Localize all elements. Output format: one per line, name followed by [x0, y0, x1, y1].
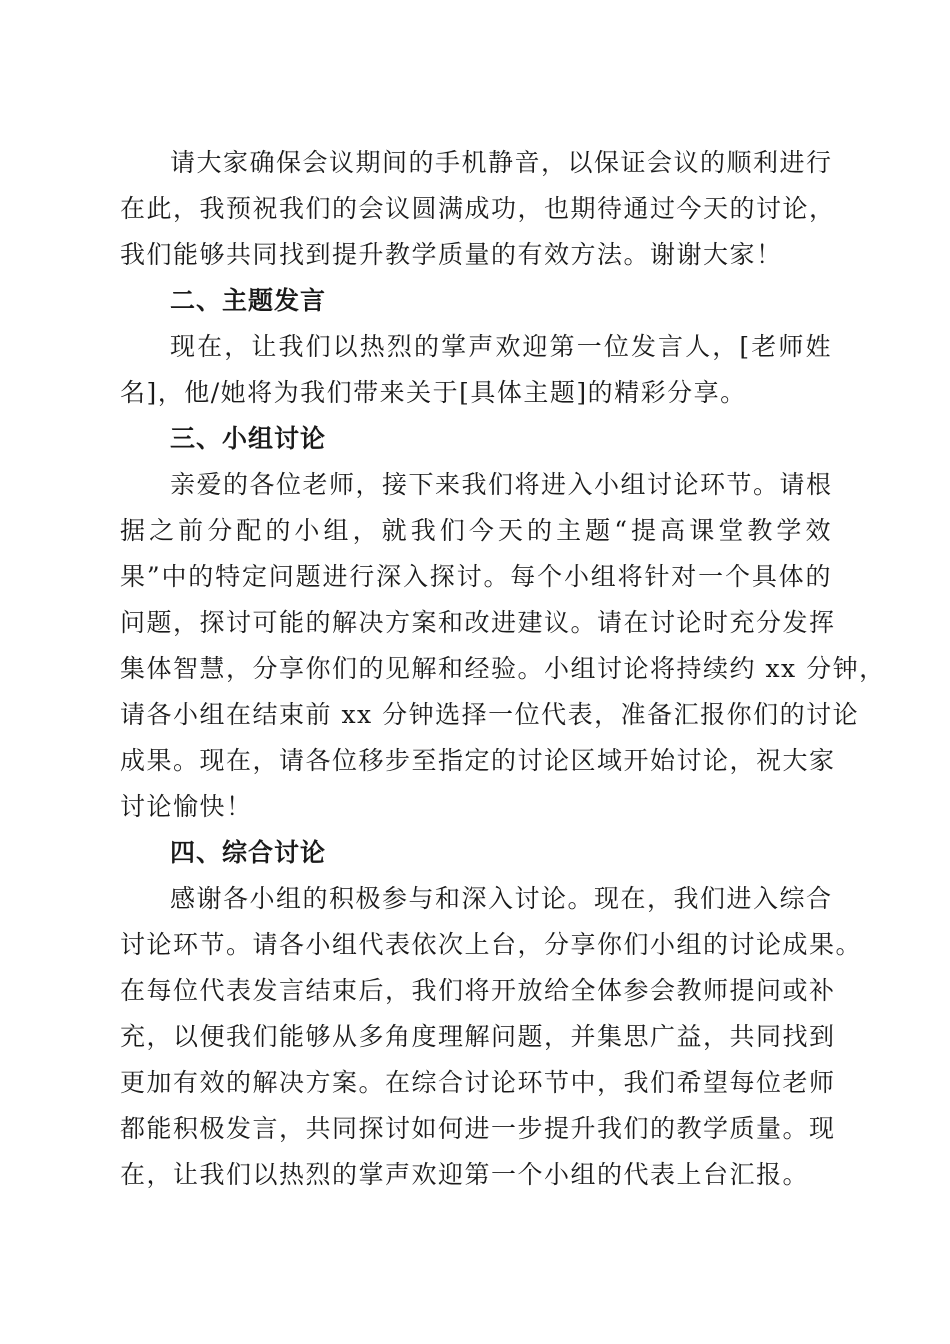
paragraph-line: 在，让我们以热烈的掌声欢迎第一个小组的代表上台汇报。 — [120, 1160, 810, 1189]
section-heading: 二、主题发言 — [170, 286, 327, 315]
paragraph-line: 请各小组在结束前 xx 分钟选择一位代表，准备汇报你们的讨论 — [120, 700, 860, 729]
paragraph-line: 在此，我预祝我们的会议圆满成功，也期待通过今天的讨论， — [120, 194, 836, 223]
paragraph-line: 集体智慧，分享你们的见解和经验。小组讨论将持续约 xx 分钟， — [120, 654, 886, 683]
paragraph-line: 感谢各小组的积极参与和深入讨论。现在，我们进入综合 — [170, 884, 833, 913]
paragraph-line: 问题，探讨可能的解决方案和改进建议。请在讨论时充分发挥 — [120, 608, 836, 637]
paragraph-line: 在每位代表发言结束后，我们将开放给全体参会教师提问或补 — [120, 976, 836, 1005]
paragraph-line: 都能积极发言，共同探讨如何进一步提升我们的教学质量。现 — [120, 1114, 836, 1143]
paragraph-line: 名]，他/她将为我们带来关于[具体主题]的精彩分享。 — [120, 378, 747, 407]
paragraph-line: 更加有效的解决方案。在综合讨论环节中，我们希望每位老师 — [120, 1068, 836, 1097]
section-heading: 四、综合讨论 — [170, 838, 327, 867]
paragraph-line: 请大家确保会议期间的手机静音，以保证会议的顺利进行 — [170, 148, 833, 177]
paragraph-line: 亲爱的各位老师，接下来我们将进入小组讨论环节。请根 — [170, 470, 833, 499]
paragraph-line: 充，以便我们能够从多角度理解问题，并集思广益，共同找到 — [120, 1022, 836, 1051]
paragraph-line: 现在，让我们以热烈的掌声欢迎第一位发言人，[老师姓 — [170, 332, 832, 361]
paragraph-line: 果”中的特定问题进行深入探讨。每个小组将针对一个具体的 — [120, 562, 832, 591]
section-heading: 三、小组讨论 — [170, 424, 327, 453]
paragraph-line: 据之前分配的小组，就我们今天的主题“提高课堂教学效 — [120, 516, 832, 545]
paragraph-line: 成果。现在，请各位移步至指定的讨论区域开始讨论，祝大家 — [120, 746, 836, 775]
paragraph-line: 讨论环节。请各小组代表依次上台，分享你们小组的讨论成果。 — [120, 930, 863, 959]
paragraph-line: 我们能够共同找到提升教学质量的有效方法。谢谢大家！ — [120, 240, 783, 269]
paragraph-line: 讨论愉快！ — [120, 792, 253, 821]
